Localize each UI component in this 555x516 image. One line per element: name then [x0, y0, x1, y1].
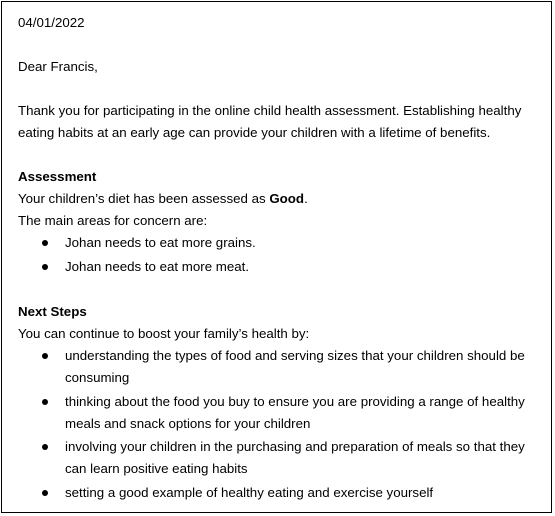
spacer [18, 144, 535, 166]
concern-list [18, 232, 535, 278]
intro-paragraph: Thank you for participating in the online child health assessment. Establishing healthy eating habits at an early age can provide your children with a lifetime of benefits. [18, 103, 522, 140]
spacer [18, 279, 535, 301]
diet-suffix: . [304, 191, 308, 206]
bullet-icon [42, 264, 48, 270]
step-text: thinking about the food you buy to ensure you are providing a range of healthy meals and snack options for your children [65, 393, 525, 431]
diet-rating: Good [269, 191, 305, 206]
bullet-icon [42, 444, 48, 450]
list-item [18, 345, 535, 389]
bullet-icon [42, 240, 48, 246]
list-item [18, 232, 535, 254]
diet-assessment-text [18, 188, 535, 210]
list-item [18, 482, 535, 504]
concern-text: Johan needs to eat more meat. [65, 258, 250, 274]
diet-prefix: Your children’s diet has been assessed as [18, 191, 270, 206]
spacer [18, 78, 535, 100]
bullet-icon [42, 399, 48, 405]
next-steps-intro: You can continue to boost your family’s health by: [18, 326, 310, 341]
assessment-heading: Assessment [18, 169, 97, 184]
concern-intro: The main areas for concern are: [18, 213, 208, 228]
step-text: setting a good example of healthy eating and exercise yourself [65, 484, 434, 500]
step-text: understanding the types of food and serving sizes that your children should be consuming [65, 348, 525, 385]
letter [1, 1, 552, 513]
step-text: involving your children in the purchasing and preparation of meals so that they can learn positive eating habits [65, 439, 525, 476]
salutation: Dear Francis, [18, 59, 98, 74]
list-item [18, 391, 535, 435]
list-item [18, 436, 535, 480]
letter-date: 04/01/2022 [18, 15, 85, 30]
bullet-icon [42, 353, 48, 359]
concern-text: Johan needs to eat more grains. [65, 235, 256, 250]
list-item [18, 256, 535, 278]
next-steps-list [18, 345, 535, 504]
bullet-icon [42, 490, 48, 496]
spacer [18, 34, 535, 56]
next-steps-heading: Next Steps [18, 304, 87, 319]
